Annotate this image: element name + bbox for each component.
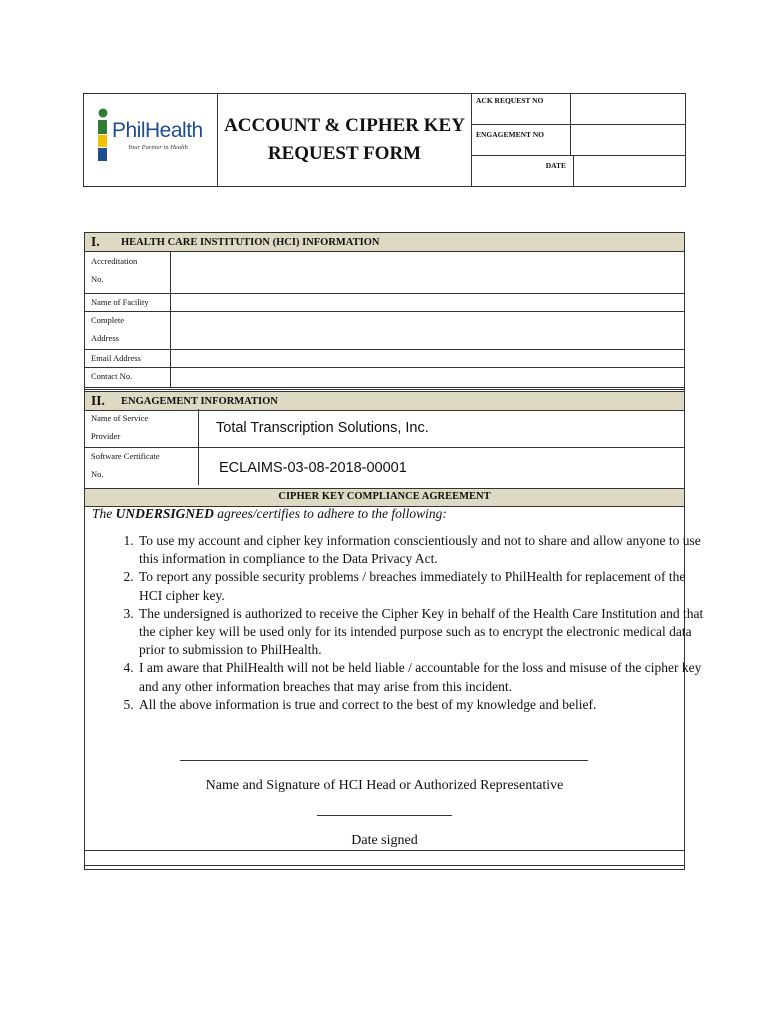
ack-request-field[interactable] [571,94,685,124]
form-header [83,93,686,187]
bottom-divider [85,865,684,866]
agreement-item: 1. To use my account and cipher key information conscientiously and not to share and allow anyone to use this information in compliance to the Data Privacy Act. [137,532,707,568]
service-provider-label-line1: Name of Service [91,413,149,423]
facility-label: Name of Facility [85,293,171,311]
agreement-item: 2. To report any possible security problems / breaches immediately to PhilHealth for replacement of the HCI cipher key. [137,568,707,604]
email-field[interactable] [171,349,684,367]
form-title-line2: REQUEST FORM [267,143,422,164]
intro-pre: The [92,506,116,521]
contact-field[interactable] [171,367,684,387]
bottom-divider [85,850,684,851]
certificate-label [85,447,199,485]
date-signed-label: Date signed [351,833,418,848]
intro-post: agrees/certifies to adhere to the following: [213,506,447,521]
brand-name: PhilHealth [112,119,203,142]
email-label: Email Address [85,349,171,367]
brand-tagline: Your Partner in Health [128,144,188,151]
section-hci-title: HEALTH CARE INSTITUTION (HCI) INFORMATION [121,236,380,248]
agreement-item: 4. I am aware that PhilHealth will not be held liable / accountable for the loss and misuse of the cipher key and any other information breaches that may arise from this incident. [137,659,707,695]
request-meta [472,94,685,186]
section-hci-header [85,233,684,252]
date-label: DATE [472,156,574,186]
facility-row [85,293,684,312]
address-label-line2: Address [91,333,119,343]
contact-row [85,367,684,390]
section-hci-number: I. [91,234,100,249]
accreditation-label-line1: Accreditation [91,256,138,266]
certificate-label-line1: Software Certificate [91,451,160,461]
request-form [84,232,704,870]
date-field[interactable] [574,156,685,186]
facility-field[interactable] [171,293,684,311]
agreement-title: CIPHER KEY COMPLIANCE AGREEMENT [85,488,684,507]
agreement-item: 5. All the above information is true and correct to the best of my knowledge and belief. [137,696,707,714]
section-engagement-number: II. [91,393,105,408]
form-title-line1: ACCOUNT & CIPHER KEY [224,115,465,136]
accreditation-field[interactable] [171,251,684,293]
section-engagement-header [85,391,684,411]
meta-row-date [472,156,685,186]
date-signed-line[interactable] [317,815,452,816]
signature-line[interactable] [180,760,588,761]
agreement-intro [92,506,447,522]
signature-label: Name and Signature of HCI Head or Authorized Representative [205,778,564,793]
address-label-line1: Complete [91,315,125,325]
intro-bold: UNDERSIGNED [115,506,214,521]
agreement-list [113,532,707,714]
certificate-field[interactable]: ECLAIMS-03-08-2018-00001 [219,460,407,476]
section-engagement-title: ENGAGEMENT INFORMATION [121,395,278,407]
agreement-item: 3. The undersigned is authorized to receive the Cipher Key in behalf of the Health Care Institution and that the cipher key will be used only for its intended purpose such as to encrypt the electronic medical data prior to submission to PhilHealth. [137,605,707,660]
form-title [218,94,472,186]
logo-area [84,94,218,186]
ack-request-label: ACK REQUEST NO [472,94,571,124]
meta-row-engagement [472,125,685,156]
address-row [85,311,684,350]
certificate-label-line2: No. [91,469,104,479]
email-row [85,349,684,368]
engagement-no-label: ENGAGEMENT NO [472,125,571,155]
service-provider-label-line2: Provider [91,431,121,441]
service-provider-row [85,409,684,448]
address-label [85,311,171,349]
accreditation-row [85,251,684,294]
accreditation-label-line2: No. [91,274,104,284]
engagement-no-field[interactable] [571,125,685,155]
accreditation-label [85,251,171,293]
contact-label: Contact No. [85,367,171,387]
meta-row-ack [472,94,685,125]
address-field[interactable] [171,311,684,349]
certificate-row [85,447,684,485]
service-provider-label [85,409,199,447]
service-provider-field[interactable]: Total Transcription Solutions, Inc. [216,420,429,436]
